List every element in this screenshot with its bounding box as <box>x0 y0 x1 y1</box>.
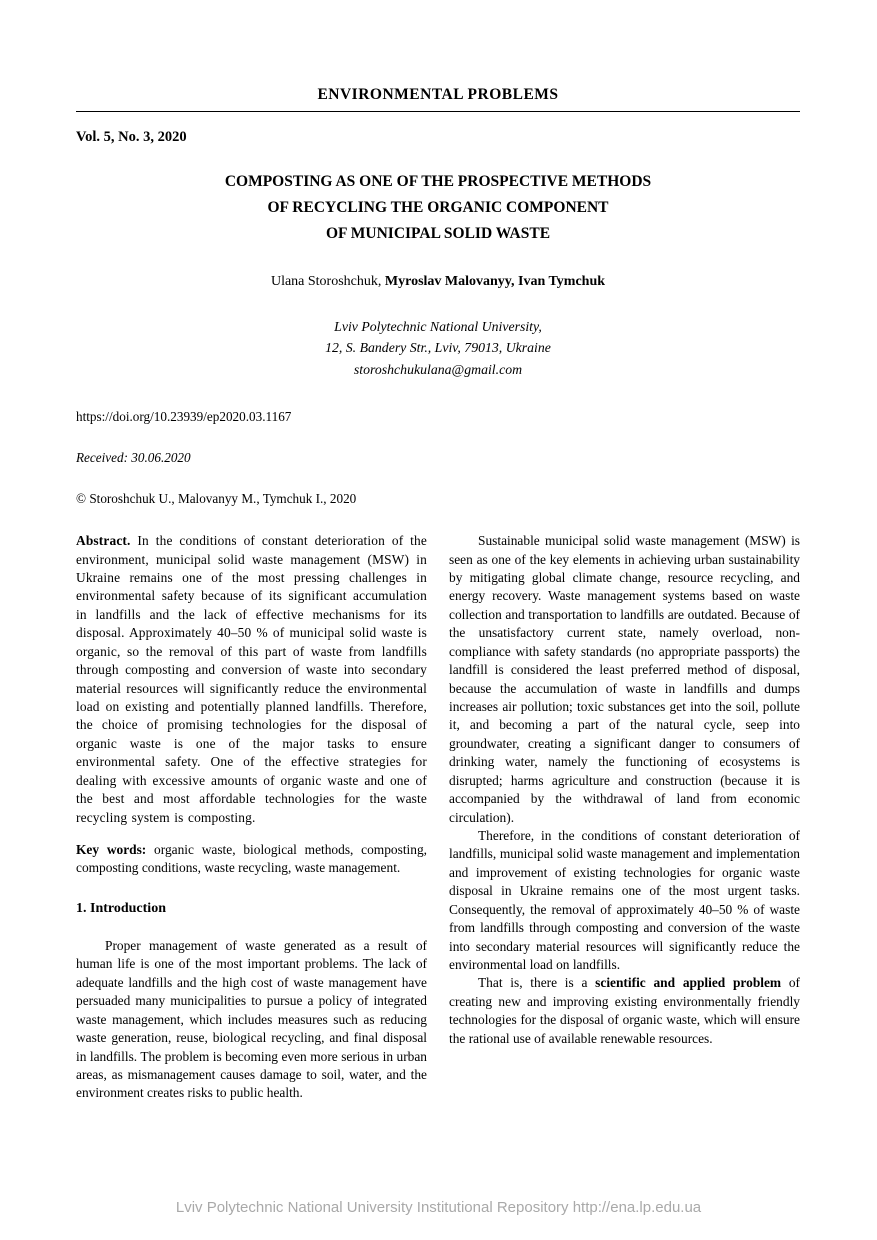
right-paragraph-3 <box>449 974 800 1048</box>
volume-issue-line: Vol. 5, No. 3, 2020 <box>76 129 187 145</box>
author-email: storoshchukulana@gmail.com <box>353 361 523 377</box>
abstract-label: Abstract. <box>76 533 131 549</box>
p3-bold-phrase: scientific and applied problem <box>595 975 782 991</box>
affiliation-line-2: 12, S. Bandery Str., Lviv, 79013, Ukraine <box>325 340 551 356</box>
author-regular: Ulana Storoshchuk, <box>270 274 385 290</box>
copyright-line: © Storoshchuk U., Malovanyy M., Tymchuk I., 2020 <box>76 491 357 507</box>
journal-header: ENVIRONMENTAL PROBLEMS <box>76 86 800 112</box>
paper-title-line-1: COMPOSTING AS ONE OF THE PROSPECTIVE METHODS <box>224 173 652 190</box>
paper-title-line-2: OF RECYCLING THE ORGANIC COMPONENT <box>267 199 609 217</box>
abstract-text: In the conditions of constant deterioration of the environment, municipal solid waste management (MSW) in Ukraine remains one of the most pressing challenges in environmental safety because of its significant accumulation in landfills and the lack of effective mechanisms for its disposal. Approximately 40–50 % of municipal solid waste is organic, so the removal of this part of waste from landfills through composting and conversion of waste into secondary material resources will significantly reduce the environmental load on existing and potentially planned landfills. Therefore, the choice of promising technologies for the disposal of organic waste is one of the major tasks to ensure environmental safety. One of the effective strategies for dealing with excessive amounts of organic waste and one of the best and most affordable technologies for the waste recycling system is composting. <box>76 533 427 825</box>
paper-title <box>76 169 800 247</box>
introduction-paragraph: Proper management of waste generated as a result of human life is one of the most important problems. The lack of adequate landfills and the high cost of waste management have persuaded many municipalities to pursue a policy of integrated waste management, which includes measures such as reducing waste generation, reuse, biological recycling, and final disposal in landfills. The problem is becoming even more serious in urban areas, as mismanagement causes damage to soil, water, and the environment creates risks to public health. <box>76 938 427 1101</box>
authors-bold: Myroslav Malovanyy, Ivan Tymchuk <box>384 274 606 290</box>
section-heading-introduction: 1. Introduction <box>76 900 166 916</box>
affiliation-line-1: Lviv Polytechnic National University, <box>334 319 542 335</box>
right-paragraph-1: Sustainable municipal solid waste management (MSW) is seen as one of the key elements in achieving urban sustainability by mitigating global climate change, resource recycling, and energy recovery. Waste management systems based on waste collection and transportation to landfills are outdated. Because of the unsatisfactory current state, namely overload, non-compliance with safety standards (no appropriate passports) the landfill is considered the least preferred method of disposal, because the accumulation of waste in landfills and dumps increases air pollution; toxic substances get into the soil, pollute it, and becoming a part of the natural cycle, seep into groundwater, creating a significant danger to consumers of drinking water, namely the functioning of ecosystems is disrupted; harms agriculture and construction (because it is accompanied by the withdrawal of land from economic circulation). <box>449 533 800 825</box>
p3-text-before: That is, there is a <box>478 975 596 991</box>
affiliation-block <box>76 316 800 380</box>
authors-line <box>76 274 800 290</box>
left-column <box>76 532 427 1103</box>
received-date: Received: 30.06.2020 <box>76 450 191 466</box>
right-paragraph-2: Therefore, in the conditions of constant deterioration of landfills, municipal solid waste management and implementation and improvement of existing technologies for organic waste disposal in Ukraine remains one of the most urgent tasks. Consequently, the removal of approximately 40–50 % of waste from landfills through composting and conversion of the waste into secondary material resources will significantly reduce the environmental load on landfills. <box>449 827 800 972</box>
repository-footer: Lviv Polytechnic National University Institutional Repository http://ena.lp.edu.ua <box>175 1199 702 1216</box>
p3-text-after: of creating new and improving existing environmentally friendly technologies for the disposal of organic waste, which will ensure the rational use of available renewable resources. <box>449 975 800 1046</box>
two-column-body <box>76 532 800 1103</box>
keywords-label: Key words: <box>76 841 147 857</box>
paper-title-line-3: OF MUNICIPAL SOLID WASTE <box>325 225 551 243</box>
doi-link: https://doi.org/10.23939/ep2020.03.1167 <box>76 409 292 425</box>
abstract-paragraph <box>76 532 427 827</box>
keywords-paragraph <box>76 841 427 878</box>
right-column <box>449 532 800 1103</box>
keywords-text: organic waste, biological methods, composting, composting conditions, waste recycling, waste management. <box>76 841 427 876</box>
